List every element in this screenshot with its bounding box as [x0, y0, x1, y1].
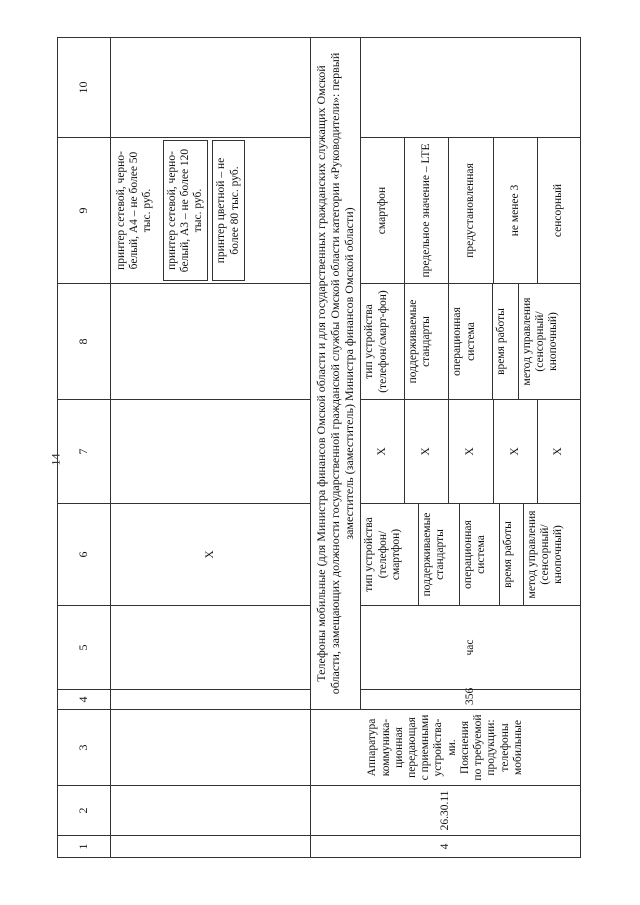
okpd-code: 26.30.11	[311, 786, 581, 836]
cell	[111, 400, 311, 504]
char-limit: предельное значение – LTE	[404, 138, 448, 283]
col-header: 4	[58, 690, 111, 710]
printer-limit-color: принтер цветной – не более 80 тыс. руб.	[212, 140, 244, 281]
char-value: X	[552, 447, 565, 456]
okei-code: 356	[361, 690, 581, 710]
rotated-page	[57, 38, 565, 858]
printer-x-mark: X	[111, 504, 311, 606]
col-header: 7	[58, 400, 111, 504]
char-value: X	[404, 400, 448, 503]
char-limits-cell	[361, 138, 581, 284]
char-limits-list	[361, 138, 580, 283]
product-name: Аппаратура коммуника-ционная передающая с приемными устройства-ми. Пояснения по требуемой продукции: телефоны мобильные	[311, 710, 581, 786]
char-values-cell	[361, 400, 581, 504]
char-name-2: операционная система	[449, 284, 493, 399]
characteristics-table	[57, 37, 581, 858]
cell	[111, 606, 311, 690]
char-name-2: тип устройства (телефон/смарт-фон)	[361, 284, 404, 399]
column-number-row	[58, 38, 111, 858]
char-name: метод управления (сенсорный/ кнопочный)	[525, 510, 565, 599]
cell	[111, 284, 311, 400]
col-header: 6	[58, 504, 111, 606]
row-number: 4	[311, 836, 581, 858]
char-name: время работы	[500, 504, 524, 605]
cell	[361, 38, 581, 138]
char-names-2-cell	[361, 284, 581, 400]
printer-limit-a3: принтер сетевой, черно-белый, А3 – не более 120 тыс. руб.	[163, 140, 209, 281]
char-value: X	[449, 400, 493, 503]
char-name-2: время работы	[493, 284, 519, 399]
cell	[111, 786, 311, 836]
col-header: 10	[58, 38, 111, 138]
phone-section-row	[311, 38, 361, 858]
char-limit: смартфон	[361, 138, 404, 283]
char-name-2: поддерживаемые стандарты	[405, 284, 449, 399]
char-limit: предустановленная	[449, 138, 493, 283]
cell	[111, 38, 311, 138]
cell	[111, 690, 311, 710]
char-value: X	[361, 400, 404, 503]
printer-limits-cell	[111, 138, 311, 284]
char-limit: не менее 3	[493, 138, 537, 283]
char-name-2: метод управления (сенсорный/ кнопочный)	[520, 297, 560, 386]
col-header: 9	[58, 138, 111, 284]
char-names-list	[361, 504, 580, 605]
landscape-table-wrapper	[57, 38, 565, 858]
col-header: 1	[58, 836, 111, 858]
cell	[111, 836, 311, 858]
char-limit: сенсорный	[552, 183, 565, 238]
unit-name: час	[361, 606, 581, 690]
cell	[111, 710, 311, 786]
col-header: 3	[58, 710, 111, 786]
char-values-list	[361, 400, 580, 503]
col-header: 2	[58, 786, 111, 836]
char-names-2-list	[361, 284, 580, 399]
printer-limit-a4: принтер сетевой, черно-белый, А4 – не более 50 тыс. руб.	[115, 151, 154, 270]
char-name: операционная система	[459, 504, 500, 605]
char-name: поддерживаемые стандарты	[418, 504, 459, 605]
printer-row	[111, 38, 311, 858]
section-heading: Телефоны мобильные (для Министра финансов Омской области и для государственных гражданских служащих Омской области, замещающих должности государственной гражданской службы Омской области категории «Руководители»: первый заместитель (заместитель) Министра финансов Омской области)	[311, 38, 361, 710]
char-value: X	[493, 400, 537, 503]
char-name: тип устройства (телефон/ смартфон)	[361, 504, 418, 605]
col-header: 5	[58, 606, 111, 690]
char-names-cell	[361, 504, 581, 606]
col-header: 8	[58, 284, 111, 400]
page-number: 14	[48, 453, 63, 466]
